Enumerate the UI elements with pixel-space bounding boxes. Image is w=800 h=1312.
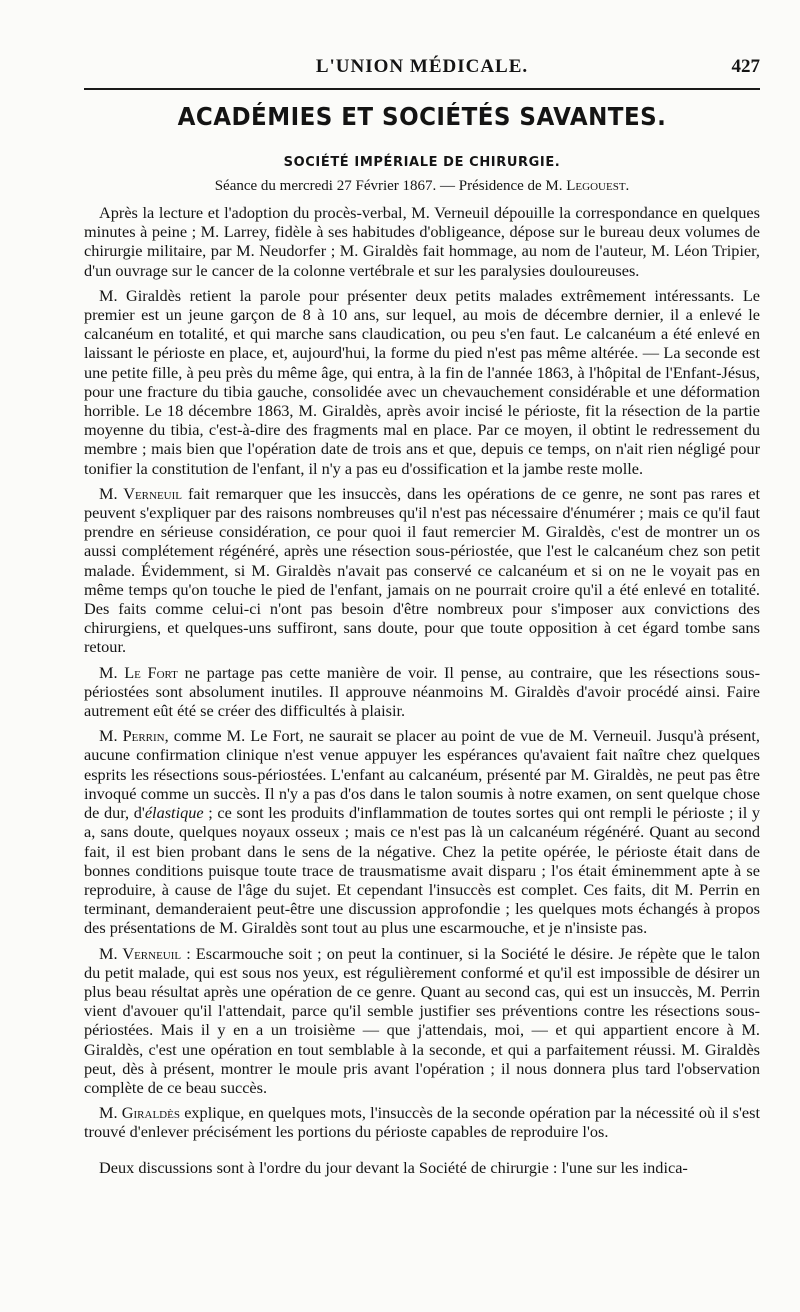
speaker-name: M. Giraldès — [99, 1103, 180, 1123]
speaker-name: M. Verneuil — [99, 483, 183, 503]
paragraph-4 — [84, 663, 760, 721]
speaker-name: M. Perrin, — [99, 726, 169, 746]
journal-title: L'UNION MÉDICALE. — [315, 56, 529, 77]
article-body — [84, 203, 760, 1177]
paragraph-2: M. Giraldès retient la parole pour présenter deux petits malades extrêmement intéressants. Le premier est un jeune garçon de 8 à 10 ans, sur lequel, au mois de décembre dernier, il a enlevé le calcanéum en totalité, et qui marche sans claudication, ou peu s'en faut. Le calcanéum a été enlevé en laissant le périoste en place, et, aujourd'hui, la forme du pied n'est pas même altérée. — La seconde est une petite fille, à peu près du même âge, qui entra, à la fin de l'année 1863, à l'hôpital de l'Enfant-Jésus, pour une fracture du tibia gauche, consolidée avec un chevauchement considérable et une déformation horrible. Le 18 décembre 1863, M. Giraldès, après avoir incisé le périoste, fit la résection de la partie moyenne du tibia, c'est-à-dire des fragments mal en place. Par ce moyen, il obtint le redressement du membre ; mais bien que l'opération date de trois ans et que, depuis ce temps, on n'ait rien négligé pour tonifier la constitution de l'enfant, il n'y a pas eu d'ossification et la jambe reste molle. — [84, 285, 760, 478]
session-president: Legouest. — [566, 178, 630, 194]
header-rule — [84, 88, 760, 90]
paragraph-5-text-b: ; ce sont les produits d'inflammation de toutes sortes qui ont rempli le périoste ; il y a, sans doute, quelques noyaux osseux ; mais ce n'est pas là un calcanéum régénéré. Quant au second fait, il est bien probant dans le sens de la négative. Chez la petite opérée, le périoste était dans de bonnes conditions puisque toute trace de trausmatisme avait disparu ; l'os était éminemment apte à se reproduire, à cause de l'âge du sujet. Et cependant l'insuccès est complet. Ces faits, dit M. Perrin en terminant, demanderaient peut-être une discussion approfondie ; les quelques mots échangés à propos des présentations de M. Giraldès sont tout au plus une escarmouche, et je n'insiste pas. — [84, 803, 760, 938]
running-head — [84, 52, 760, 86]
paragraph-6 — [84, 944, 760, 1098]
speaker-name: M. Le Fort — [99, 662, 178, 682]
paragraph-8: Deux discussions sont à l'ordre du jour devant la Société de chirurgie : l'une sur les indica- — [99, 1157, 688, 1177]
session-line — [84, 178, 760, 195]
page-number: 427 — [731, 56, 760, 77]
paragraph-7 — [84, 1103, 760, 1141]
paragraph-6-text: Escarmouche soit ; on peut la continuer, si la Société le désire. Je répète que le talon du petit malade, qui est sous nos yeux, est régulièrement conformé et qu'il est impossible de désirer un plus beau résultat après une opération de ce genre. Quant au second cas, qui est un insuccès, M. Perrin vient d'avouer qu'il l'attendait, parce qu'il semble justifier ses préventions contre les résections sous-périostées. Mais il y en a un troisième — que j'attendais, moi, — et qui appartient encore à M. Giraldès, c'est une opération en tout semblable à la seconde, et qui a parfaitement réussi. M. Giraldès peut, dès à présent, montrer le moule pris avant l'opération ; il nous donnera plus tard l'observation complète de ce beau succès. — [84, 943, 760, 1097]
paragraph-3 — [84, 484, 760, 657]
paragraph-5-emphasis: élastique — [144, 803, 204, 823]
paragraph-7-text: explique, en quelques mots, l'insuccès de la seconde opération par la nécessité où il s'est trouvé d'enlever précisément les portions du périoste capables de reproduire l'os. — [84, 1103, 760, 1142]
paragraph-1: Après la lecture et l'adoption du procès-verbal, M. Verneuil dépouille la correspondance en quelques minutes à peine ; M. Larrey, fidèle à ses habitudes d'obligeance, dépose sur le bureau deux volumes de chirurgie militaire, par M. Neudorfer ; M. Giraldès fait hommage, au nom de l'auteur, M. Léon Tripier, d'un ouvrage sur le cancer de la colonne vertébrale et sur les paralysies douloureuses. — [84, 203, 760, 280]
society-title: SOCIÉTÉ IMPÉRIALE DE CHIRURGIE. — [283, 155, 561, 170]
section-title: ACADÉMIES ET SOCIÉTÉS SAVANTES. — [177, 102, 667, 131]
speaker-name: M. Verneuil : — [99, 943, 191, 963]
paragraph-3-text: fait remarquer que les insuccès, dans les opérations de ce genre, ne sont pas rares et peuvent s'expliquer par des raisons nombreuses qu'il n'est pas nécessaire d'énumérer ; mais ce qu'il faut prendre en sérieuse considération, ce pour quoi il faut remercier M. Giraldès, c'est de montrer un os aussi complétement régénéré, après une résection sous-périostée, que l'est le calcanéum chez son petit malade. Évidemment, si M. Giraldès n'avait pas conservé ce calcanéum et si on ne le voyait pas en même temps qu'on touche le pied de l'enfant, jamais on ne pourrait croire qu'il a été enlevé en totalité. Des faits comme celui-ci n'ont pas besoin d'être nombreux pour s'imposer aux convictions des chirurgiens, et quelques-uns suffiront, sans doute, pour que toute opposition à cet égard tombe sans retour. — [84, 483, 760, 657]
session-text: Séance du mercredi 27 Février 1867. — Présidence de M. — [214, 178, 563, 194]
paragraph-5 — [84, 726, 760, 937]
paragraph-5-text-a: comme M. Le Fort, ne saurait se placer au point de vue de M. Verneuil. Jusqu'à présent, aucune confirmation clinique n'est venue appuyer les espérances qu'avaient fait naître chez quelques esprits les résections sous-périostées. L'enfant au calcanéum, présenté par M. Giraldès, ne peut pas être invoqué comme un succès. Il n'y a pas d'os dans le talon soumis à notre examen, on sent quelque chose de dur, d' — [84, 726, 760, 823]
paragraph-4-text: ne partage pas cette manière de voir. Il pense, au contraire, que les résections sous-périostées sont absolument inutiles. Il approuve néanmoins M. Giraldès d'avoir procédé ainsi. Faire autrement eût été se créer des difficultés à plaisir. — [84, 662, 760, 721]
